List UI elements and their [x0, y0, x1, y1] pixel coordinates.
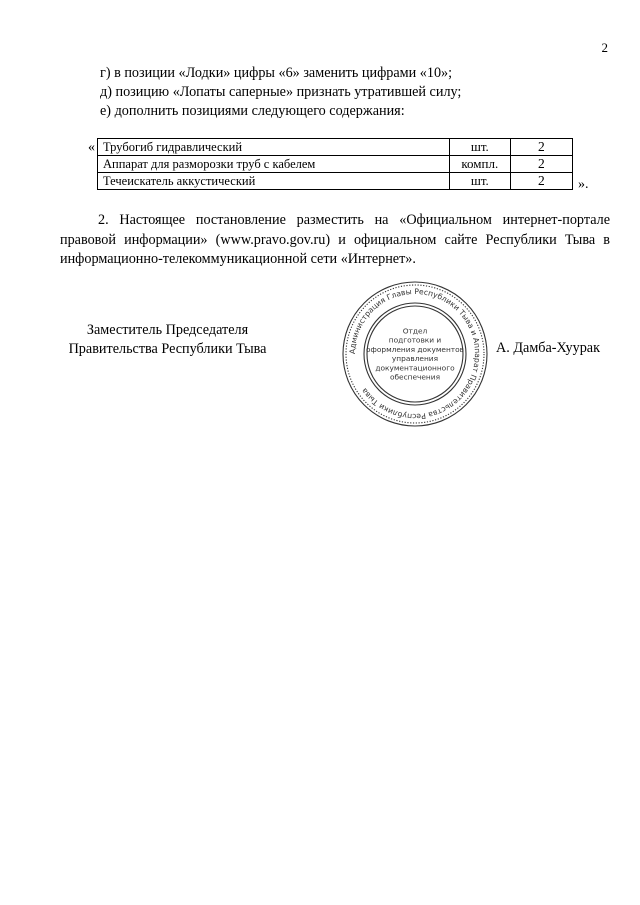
- stamp-center-line: подготовки и: [388, 335, 442, 345]
- stamp-center-line: документационного: [375, 363, 455, 373]
- amendment-g: г) в позиции «Лодки» цифры «6» заменить цифрами «10»;: [100, 65, 453, 81]
- paragraph-2-text: 2. Настоящее постановление разместить на «Официальном интернет-портале правовой информации» (www.pravo.gov.ru) и официальном сайте Республики Тыва в информационно-телекоммуникационной сети «Интернет».: [60, 212, 610, 267]
- item-unit: шт.: [449, 173, 510, 190]
- items-table: [97, 138, 573, 190]
- stamp-center-line: управления: [391, 354, 439, 364]
- amendment-e: е) дополнить позициями следующего содержания:: [100, 103, 405, 119]
- stamp-ring-text: Администрация Главы Республики Тыва и Аппарат Правительства Республики Тыва: [347, 286, 483, 422]
- page-number: 2: [601, 40, 608, 55]
- paragraph-2: [60, 211, 610, 270]
- stamp-center-line: оформления документов: [366, 344, 464, 354]
- stamp-center-text: [366, 327, 464, 382]
- table-row: [98, 173, 573, 190]
- signer-title: [60, 321, 275, 359]
- table-row: [98, 156, 573, 173]
- item-quantity: 2: [510, 156, 572, 173]
- official-stamp: [340, 280, 490, 428]
- signer-name: А. Дамба-Хуурак: [496, 340, 601, 356]
- item-quantity: 2: [510, 173, 572, 190]
- item-unit: шт.: [449, 139, 510, 156]
- table-open-quote: «: [88, 140, 95, 155]
- stamp-center-line: обеспечения: [389, 372, 441, 382]
- item-name: Аппарат для разморозки труб с кабелем: [98, 156, 450, 173]
- item-name: Трубогиб гидравлический: [98, 139, 450, 156]
- amendment-d: д) позицию «Лопаты саперные» признать утратившей силу;: [100, 84, 462, 100]
- table-row: [98, 139, 573, 156]
- signer-title-line-1: Заместитель Председателя: [86, 322, 249, 338]
- item-quantity: 2: [510, 139, 572, 156]
- signer-title-line-2: Правительства Республики Тыва: [68, 341, 267, 357]
- item-name: Течеискатель аккустический: [98, 173, 450, 190]
- stamp-center-line: Отдел: [402, 326, 428, 336]
- table-close-quote: ».: [578, 177, 589, 192]
- item-unit: компл.: [449, 156, 510, 173]
